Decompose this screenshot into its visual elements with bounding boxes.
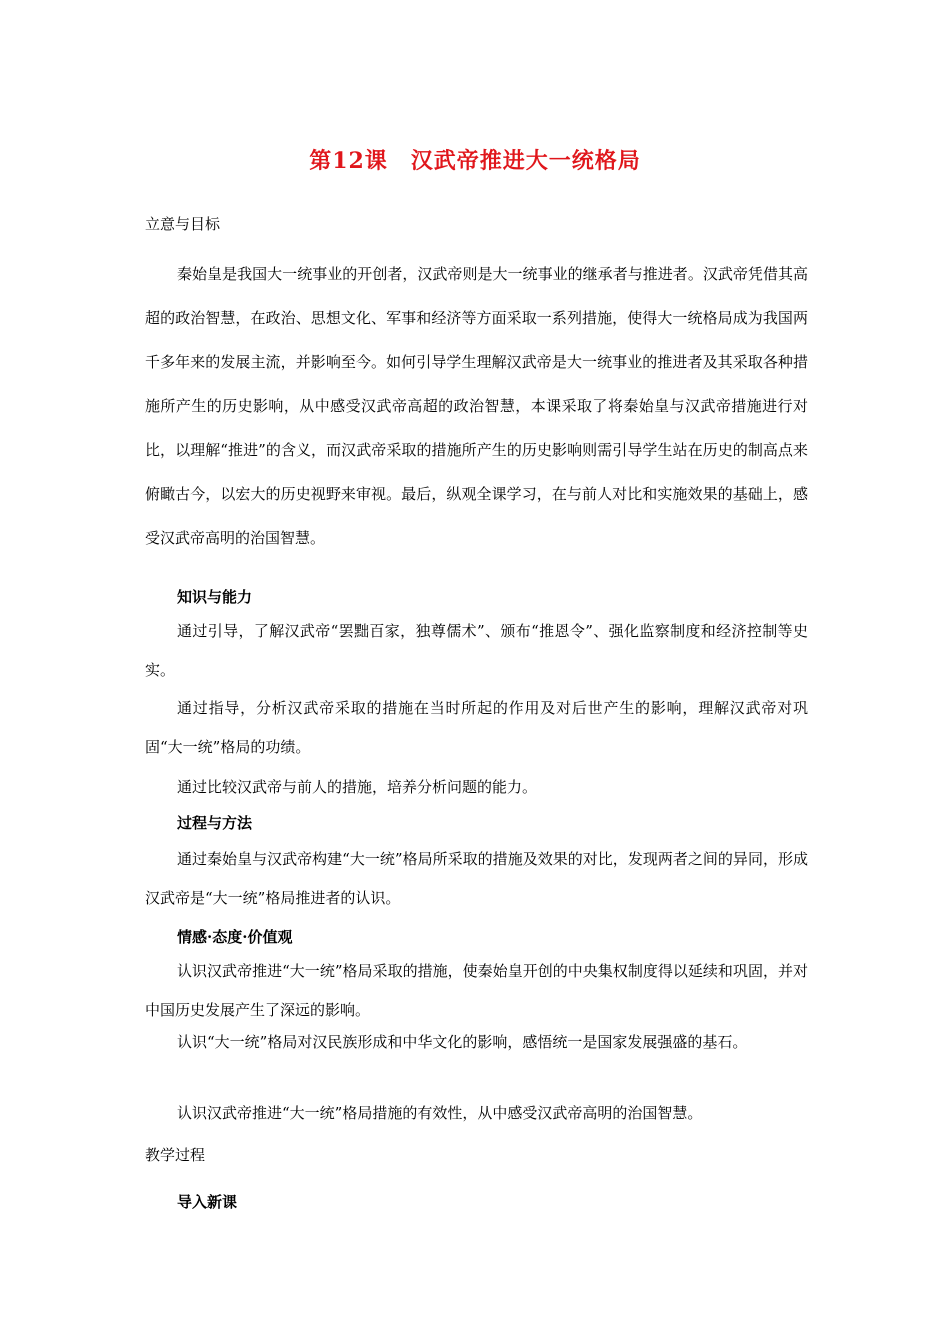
process-paragraph-1: 通过秦始皇与汉武帝构建“大一统”格局所采取的措施及效果的对比，发现两者之间的异同，形成汉武帝是“大一统”格局推进者的认识。 — [145, 850, 808, 907]
values-paragraph-2: 认识“大一统”格局对汉民族形成和中华文化的影响，感悟统一是国家发展强盛的基石。 — [177, 1033, 748, 1051]
subheading-intro-new-lesson: 导入新课 — [177, 1193, 238, 1211]
values-paragraph-1: 认识汉武帝推进“大一统”格局采取的措施，使秦始皇开创的中央集权制度得以延续和巩固，并对中国历史发展产生了深远的影响。 — [145, 962, 808, 1019]
section-heading-goals: 立意与目标 — [145, 215, 221, 233]
knowledge-paragraph-1: 通过引导，了解汉武帝“罢黜百家，独尊儒术”、颁布“推恩令”、强化监察制度和经济控制等史实。 — [145, 622, 808, 679]
knowledge-paragraph-3: 通过比较汉武帝与前人的措施，培养分析问题的能力。 — [177, 778, 538, 796]
values-paragraph-3: 认识汉武帝推进“大一统”格局措施的有效性，从中感受汉武帝高明的治国智慧。 — [177, 1104, 703, 1122]
subheading-knowledge: 知识与能力 — [177, 588, 253, 606]
lesson-title: 第12课 汉武帝推进大一统格局 — [309, 148, 641, 174]
subheading-process: 过程与方法 — [177, 814, 253, 832]
subheading-values: 情感·态度·价值观 — [177, 928, 293, 946]
intro-paragraph: 秦始皇是我国大一统事业的开创者，汉武帝则是大一统事业的继承者与推进者。汉武帝凭借其高超的政治智慧，在政治、思想文化、军事和经济等方面采取一系列措施，使得大一统格局成为我国两千多年来的发展主流，并影响至今。如何引导学生理解汉武帝是大一统事业的推进者及其采取各种措施所产生的历史影响，从中感受汉武帝高超的政治智慧，本课采取了将秦始皇与汉武帝措施进行对比，以理解“推进”的含义，而汉武帝采取的措施所产生的历史影响则需引导学生站在历史的制高点来俯瞰古今，以宏大的历史视野来审视。最后，纵观全课学习，在与前人对比和实施效果的基础上，感受汉武帝高明的治国智慧。 — [145, 265, 808, 547]
section-heading-process: 教学过程 — [145, 1146, 206, 1164]
knowledge-paragraph-2: 通过指导，分析汉武帝采取的措施在当时所起的作用及对后世产生的影响，理解汉武帝对巩固“大一统”格局的功绩。 — [145, 699, 808, 756]
